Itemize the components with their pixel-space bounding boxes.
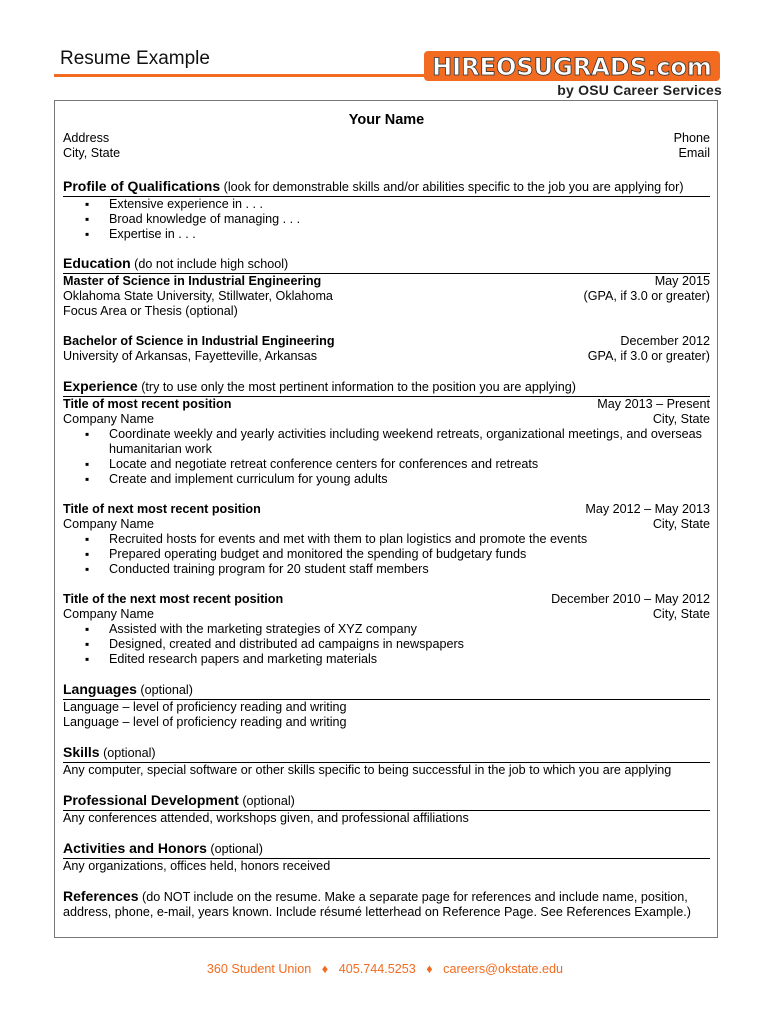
resume-body: [63, 110, 710, 920]
activities-note: (optional): [210, 842, 263, 856]
job-1-row-2: [63, 412, 710, 427]
list-item: ▪ Prepared operating budget and monitored the spending of budgetary funds: [63, 547, 710, 562]
activities-heading: [63, 841, 710, 859]
school: University of Arkansas, Fayetteville, Arkansas: [63, 349, 318, 363]
logo-subtitle: by OSU Career Services: [557, 82, 722, 98]
prodev-note: (optional): [242, 794, 295, 808]
activities-title: Activities and Honors: [63, 840, 207, 856]
profile-title: Profile of Qualifications: [63, 178, 221, 194]
list-item: ▪ Locate and negotiate retreat conference centers for conferences and retreats: [63, 457, 710, 472]
skills-title: Skills: [63, 744, 100, 760]
contact-row-2: [63, 146, 710, 161]
job-1-list: [63, 427, 710, 487]
prodev-text: Any conferences attended, workshops given, and professional affiliations: [63, 811, 469, 825]
references-title: References: [63, 888, 139, 904]
location: City, State: [652, 517, 710, 531]
footer-address: 360 Student Union: [206, 962, 312, 976]
location: City, State: [652, 412, 710, 426]
edu-1-row-1: [63, 274, 710, 289]
email: Email: [678, 146, 710, 160]
references-note: (do NOT include on the resume. Make a separate page for references and include name, position, address, phone, e-mail, years known. Include résumé letterhead on Reference Page. See References Example.): [63, 890, 691, 919]
profile-list: [63, 197, 710, 242]
activities-text: Any organizations, offices held, honors received: [63, 859, 331, 873]
hireosugrads-logo: [424, 48, 724, 100]
prodev-heading: [63, 793, 710, 811]
list-item: ▪ Edited research papers and marketing materials: [63, 652, 710, 667]
job-3-row-2: [63, 607, 710, 622]
city-state: City, State: [63, 146, 121, 160]
list-item: ▪ Coordinate weekly and yearly activities including weekend retreats, organizational meetings, and overseas humanitarian work: [63, 427, 710, 457]
job-2-row-1: [63, 502, 710, 517]
languages-note: (optional): [140, 683, 193, 697]
experience-note: (try to use only the most pertinent information to the position you are applying): [141, 380, 576, 394]
education-note: (do not include high school): [134, 257, 289, 271]
list-item: ▪ Designed, created and distributed ad campaigns in newspapers: [63, 637, 710, 652]
header-rule: [54, 74, 424, 77]
job-date: December 2010 – May 2012: [551, 592, 710, 606]
degree: Master of Science in Industrial Engineering: [63, 274, 322, 288]
languages-title: Languages: [63, 681, 137, 697]
list-item: ▪ Assisted with the marketing strategies of XYZ company: [63, 622, 710, 637]
edu-2-row-1: [63, 334, 710, 349]
edu-extra: Focus Area or Thesis (optional): [63, 304, 238, 318]
skills-heading: [63, 745, 710, 763]
phone: Phone: [673, 131, 710, 145]
edu-date: December 2012: [620, 334, 710, 348]
language-line: Language – level of proficiency reading and writing: [63, 700, 347, 714]
contact-row-1: [63, 131, 710, 146]
company: Company Name: [63, 607, 154, 621]
school: Oklahoma State University, Stillwater, Oklahoma: [63, 289, 333, 303]
job-2-list: [63, 532, 710, 577]
list-item: ▪ Recruited hosts for events and met with them to plan logistics and promote the events: [63, 532, 710, 547]
logo-wordmark: [424, 48, 720, 82]
logo-text: HIREOSUGRADS.com: [432, 53, 712, 81]
address: Address: [63, 131, 110, 145]
gpa: (GPA, if 3.0 or greater): [583, 289, 710, 303]
skills-note: (optional): [103, 746, 156, 760]
job-1-row-1: [63, 397, 710, 412]
education-heading: [63, 256, 710, 274]
edu-2-row-2: [63, 349, 710, 364]
diamond-icon: ♦: [321, 962, 329, 976]
diamond-icon: ♦: [426, 962, 433, 976]
job-3-row-1: [63, 592, 710, 607]
skills-text: Any computer, special software or other skills specific to being successful in the job to which you are applying: [63, 763, 672, 777]
experience-heading: [63, 379, 710, 397]
list-item: ▪ Create and implement curriculum for young adults: [63, 472, 710, 487]
list-item: ▪ Broad knowledge of managing . . .: [63, 212, 710, 227]
list-item: ▪ Conducted training program for 20 student staff members: [63, 562, 710, 577]
references-block: [63, 889, 710, 920]
profile-heading: [63, 179, 710, 197]
edu-1-row-2: [63, 289, 710, 304]
footer-email[interactable]: careers@okstate.edu: [443, 962, 564, 976]
job-title: Title of the next most recent position: [63, 592, 284, 606]
page-title: Resume Example: [60, 48, 210, 69]
job-date: May 2013 – Present: [597, 397, 710, 411]
company: Company Name: [63, 412, 154, 426]
list-item: ▪ Expertise in . . .: [63, 227, 710, 242]
list-item: ▪ Extensive experience in . . .: [63, 197, 710, 212]
job-3-list: [63, 622, 710, 667]
job-title: Title of most recent position: [63, 397, 232, 411]
edu-date: May 2015: [654, 274, 710, 288]
experience-title: Experience: [63, 378, 138, 394]
footer-contact: [0, 962, 770, 976]
education-title: Education: [63, 255, 131, 271]
applicant-name: Your Name: [348, 112, 425, 128]
gpa: GPA, if 3.0 or greater): [587, 349, 710, 363]
prodev-title: Professional Development: [63, 792, 239, 808]
company: Company Name: [63, 517, 154, 531]
footer-phone: 405.744.5253: [338, 962, 416, 976]
profile-note: (look for demonstrable skills and/or abilities specific to the job you are applying for): [223, 180, 684, 194]
job-title: Title of next most recent position: [63, 502, 261, 516]
languages-heading: [63, 682, 710, 700]
degree: Bachelor of Science in Industrial Engineering: [63, 334, 335, 348]
location: City, State: [652, 607, 710, 621]
language-line: Language – level of proficiency reading and writing: [63, 715, 347, 729]
job-2-row-2: [63, 517, 710, 532]
job-date: May 2012 – May 2013: [585, 502, 710, 516]
